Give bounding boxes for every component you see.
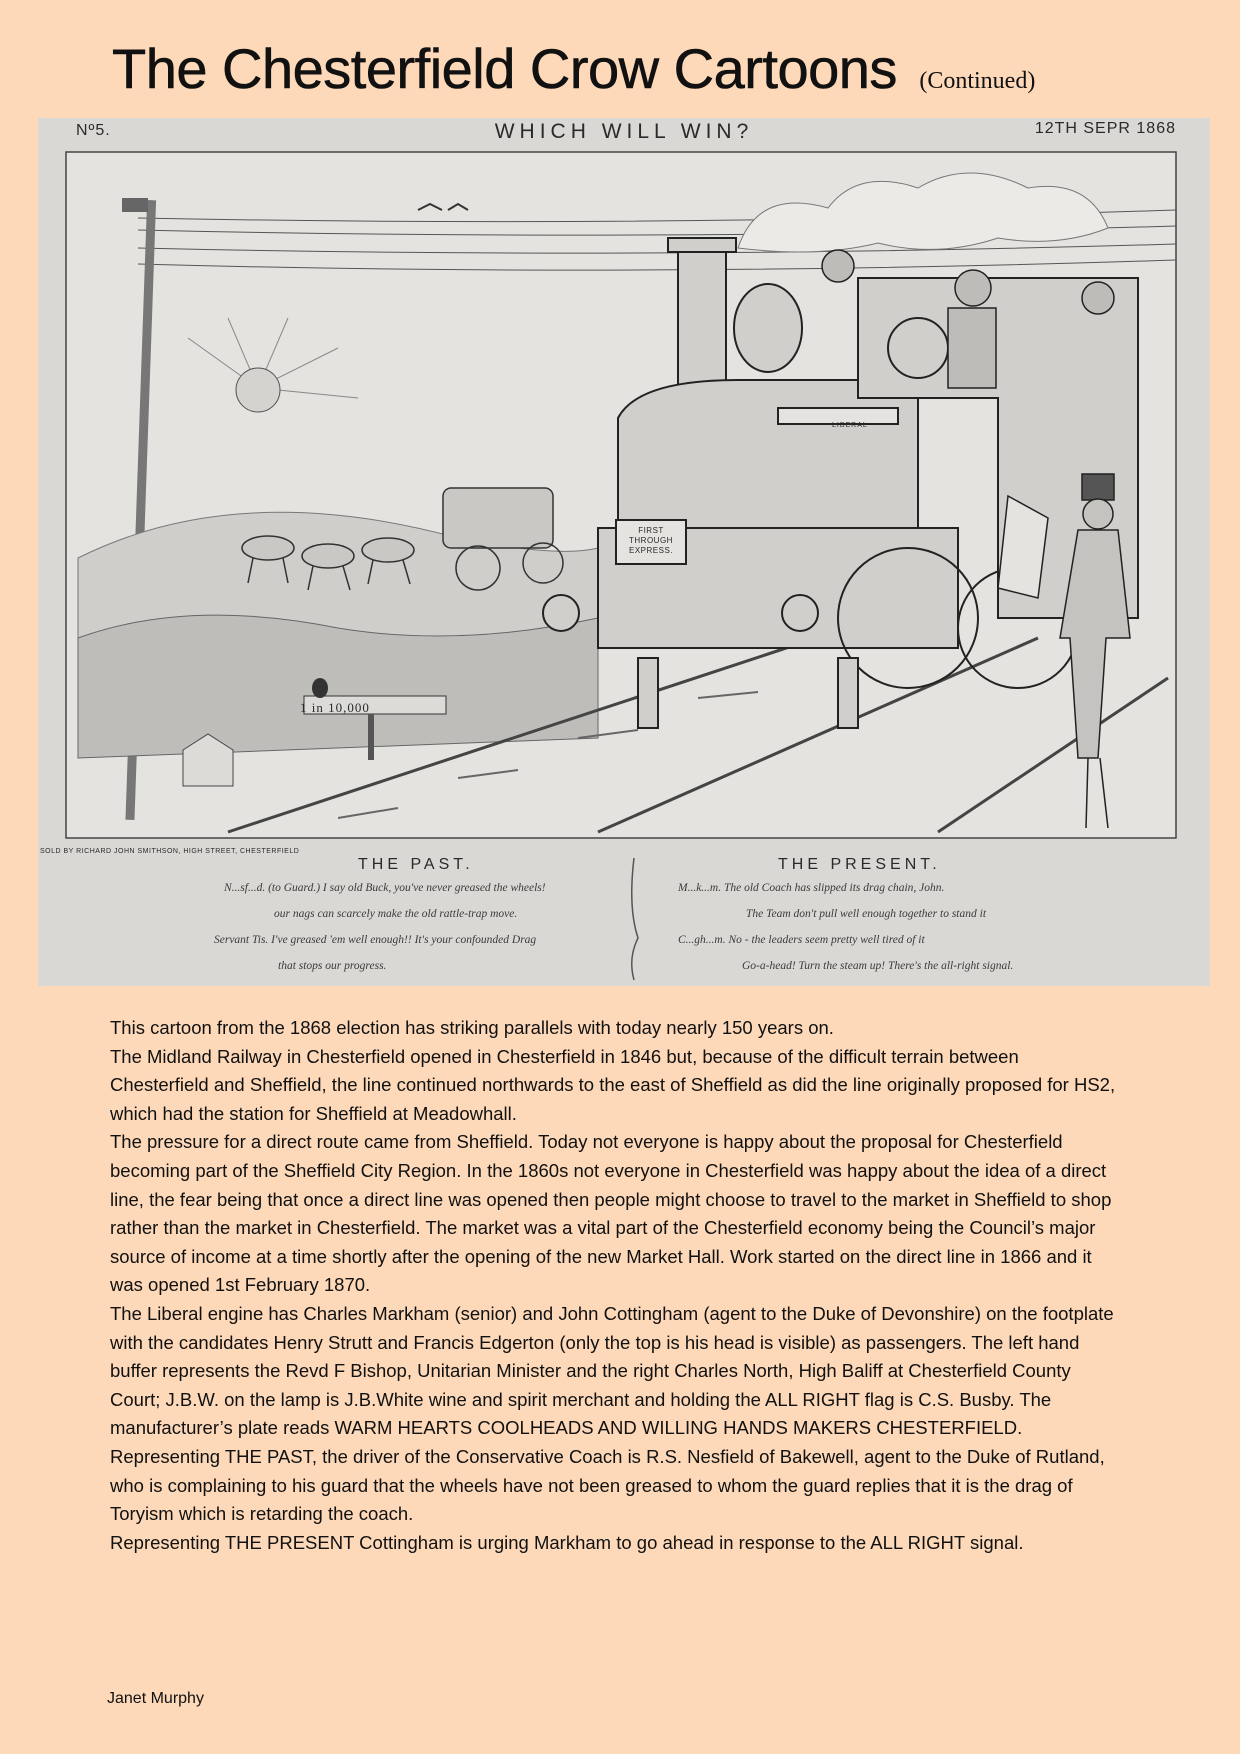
cartoon-past-label: THE PAST.	[358, 856, 474, 873]
present-caption-line: C...gh...m. No - the leaders seem pretty well tired of it	[678, 934, 925, 946]
present-caption-line: Go-a-head! Turn the steam up! There's the all-right signal.	[742, 960, 1014, 972]
cartoon-signpost-text: 1 in 10,000	[300, 700, 370, 715]
cartoon-number: Nº5.	[76, 122, 111, 139]
cartoon-engine-name: LIBERAL	[832, 422, 868, 429]
past-caption-line: N...sf...d. (to Guard.) I say old Buck, you've never greased the wheels!	[224, 882, 546, 894]
article-paragraph: manufacturer’s plate reads WARM HEARTS COOLHEADS AND WILLING HANDS MAKERS CHESTERFIELD.	[110, 1417, 1023, 1439]
cartoon-present-label: THE PRESENT.	[778, 856, 941, 873]
present-caption-line: M...k...m. The old Coach has slipped its drag chain, John.	[678, 882, 945, 894]
article-paragraph: Representing THE PAST, the driver of the Conservative Coach is R.S. Nesfield of Bakewell, agent to the Duke of Rutland, who is complaining to his guard that the wheels have not been greased to whom the guard replies that it is the drag of Toryism which is retarding the coach.	[110, 1445, 1105, 1525]
page-title: The Chesterfield Crow Cartoons	[112, 37, 897, 100]
cartoon-illustration	[38, 118, 1210, 986]
article-body	[110, 1014, 1120, 1557]
article-paragraph: Representing THE PRESENT Cottingham is urging Markham to go ahead in response to the ALL RIGHT signal.	[110, 1531, 1024, 1553]
article-paragraph: The pressure for a direct route came from Sheffield. Today not everyone is happy about the proposal for Chesterfield becoming part of the Sheffield City Region. In the 1860s not everyone in Chesterfield was happy about the idea of a direct line, the fear being that once a direct line was opened then people might choose to travel to the market in Sheffield to shop rather than the market in Chesterfield. The market was a vital part of the Chesterfield economy being the Council’s major source of income at a time shortly after the opening of the new Market Hall. Work started on the direct line in 1866 and it was opened 1st February 1870.	[110, 1131, 1112, 1296]
cartoon-engine-plate: FIRST THROUGH EXPRESS.	[628, 526, 673, 555]
past-caption-line: our nags can scarcely make the old rattle-trap move.	[274, 908, 518, 920]
article-paragraph: The Liberal engine has Charles Markham (senior) and John Cottingham (agent to the Duke of Devonshire) on the footplate with the candidates Henry Strutt and Francis Edgerton (only the top is his head is visible) as passengers. The left hand buffer represents the Revd F Bishop, Unitarian Minister and the right Charles North, High Baliff at Chesterfield County Court; J.B.W. on the lamp is J.B.White wine and spirit merchant and holding the ALL RIGHT flag is C.S. Busby. The	[110, 1302, 1114, 1410]
cartoon-heading: WHICH WILL WIN?	[494, 120, 754, 143]
cartoon-sold-by: SOLD BY RICHARD JOHN SMITHSON, HIGH STREET, CHESTERFIELD	[40, 848, 300, 855]
article-paragraph: This cartoon from the 1868 election has striking parallels with today nearly 150 years on.	[110, 1017, 834, 1038]
title-row	[112, 36, 1035, 101]
author-name: Janet Murphy	[107, 1690, 204, 1707]
article-paragraph: The Midland Railway in Chesterfield opened in Chesterfield in 1846 but, because of the difficult terrain between Chesterfield and Sheffield, the line continued northwards to the east of Sheffield as did the line originally proposed for HS2, which had the station for Sheffield at Meadowhall.	[110, 1045, 1116, 1124]
page-subtitle: (Continued)	[919, 68, 1036, 94]
past-caption-line: Servant Tis. I've greased 'em well enough!! It's your confounded Drag	[214, 934, 537, 946]
present-caption-line: The Team don't pull well enough together to stand it	[746, 908, 987, 920]
cartoon-date: 12TH SEPR 1868	[1034, 120, 1176, 137]
past-caption-line: that stops our progress.	[278, 960, 387, 972]
